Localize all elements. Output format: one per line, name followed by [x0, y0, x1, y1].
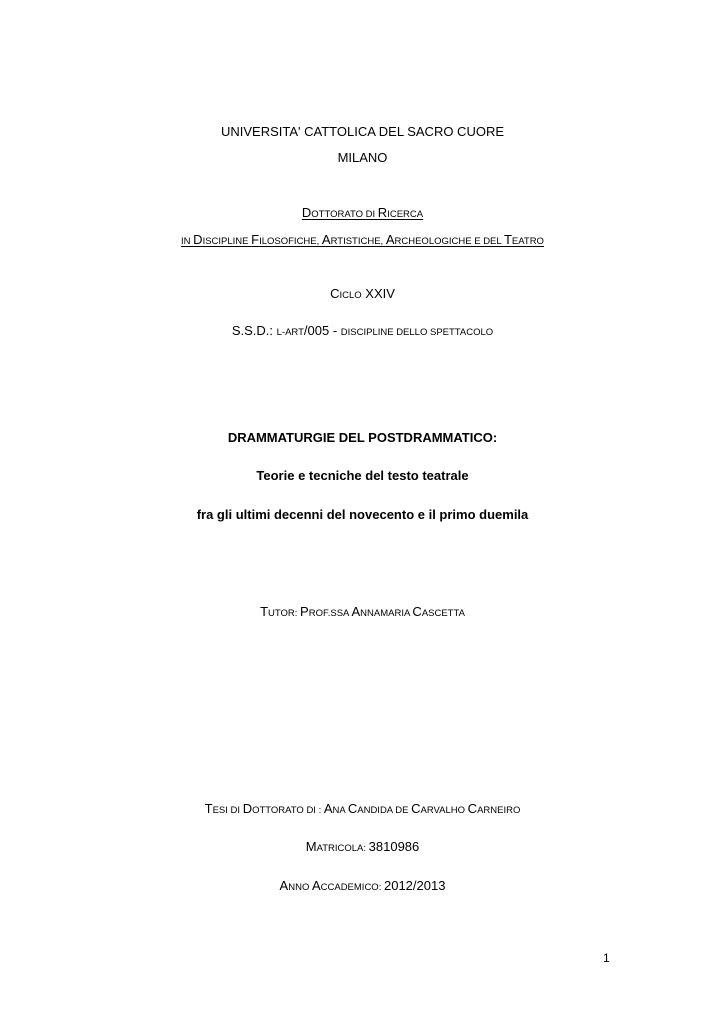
doctorate-heading [0, 205, 725, 221]
author-initial-c3: C [467, 801, 478, 816]
cycle-number: XXIV [361, 286, 395, 301]
tutor-text-4: ASCETTA [421, 608, 465, 619]
thesis-subtitle-2: fra gli ultimi decenni del novecento e il primo duemila [196, 507, 529, 522]
ssd-discipline: DISCIPLINE DELLO SPETTACOLO [340, 327, 494, 338]
author-text-1: ESI DI [212, 805, 243, 816]
author-initial-c: C [347, 801, 358, 816]
author-text-2: OTTORATO DI : [252, 805, 324, 816]
tutor-initial-t: T [260, 604, 269, 619]
matricola-value: 3810986 [368, 839, 420, 854]
year-initial-a: A [279, 878, 289, 893]
tutor-text-2: ROF.SSA [308, 608, 352, 619]
doctorate-initial-r: R [377, 205, 388, 220]
author-initial-c2: C [411, 801, 421, 816]
ssd-code-small: L-ART [276, 327, 304, 338]
tutor-initial-p: P [300, 604, 309, 619]
year-initial-a2: A [311, 878, 321, 893]
author-text-4: ANDIDA DE [357, 805, 412, 816]
cycle-line [0, 286, 725, 302]
tutor-line [0, 604, 725, 620]
ssd-prefix: S.S.D.: [231, 323, 277, 338]
cycle-small: ICLO [339, 290, 362, 301]
author-text-6: ARNEIRO [477, 805, 521, 816]
ssd-code-number: /005 - [303, 323, 341, 338]
matricola-initial: M [305, 839, 317, 854]
disciplines-text-4: RTISTICHE, [330, 236, 386, 247]
year-value: 2012/2013 [383, 878, 446, 893]
matricola-label: ATRICOLA: [316, 843, 369, 854]
city-name: MILANO [337, 150, 388, 165]
tutor-text-1: UTOR: [268, 608, 301, 619]
disciplines-initial-t: T [503, 232, 512, 247]
doctorate-text-1: OTTORATO DI [311, 209, 378, 220]
matricola-line [0, 839, 725, 855]
author-initial-d: D [242, 801, 253, 816]
thesis-title: DRAMMATURGIE DEL POSTDRAMMATICO: [227, 430, 498, 445]
cycle-initial: C [330, 286, 340, 301]
disciplines-heading [0, 232, 725, 248]
disciplines-initial-a: A [321, 232, 331, 247]
tutor-initial-a: A [351, 604, 361, 619]
academic-year-line [0, 878, 725, 894]
disciplines-text-1: IN [181, 236, 194, 247]
tutor-text-3: NNAMARIA [360, 608, 413, 619]
page-number: 1 [603, 951, 610, 965]
ssd-line [0, 323, 725, 339]
doctorate-initial-d: D [301, 205, 312, 220]
year-text-1: NNO [288, 882, 312, 893]
disciplines-initial-f: F [251, 232, 260, 247]
author-initial-t: T [204, 801, 213, 816]
author-initial-a: A [323, 801, 333, 816]
doctorate-text-2: ICERCA [387, 209, 424, 220]
disciplines-text-3: ILOSOFICHE, [259, 236, 322, 247]
thesis-author-line [0, 801, 725, 817]
tutor-initial-c: C [412, 604, 422, 619]
author-text-5: ARVALHO [420, 805, 468, 816]
disciplines-initial-d: D [193, 232, 203, 247]
disciplines-text-5: RCHEOLOGICHE E DEL [394, 236, 504, 247]
disciplines-text-2: ISCIPLINE [202, 236, 252, 247]
disciplines-text-6: EATRO [511, 236, 544, 247]
thesis-subtitle-1: Teorie e tecniche del testo teatrale [256, 468, 469, 483]
disciplines-initial-a2: A [385, 232, 395, 247]
university-name: UNIVERSITA' CATTOLICA DEL SACRO CUORE [221, 124, 504, 139]
author-text-3: NA [332, 805, 348, 816]
year-text-2: CCADEMICO: [320, 882, 384, 893]
